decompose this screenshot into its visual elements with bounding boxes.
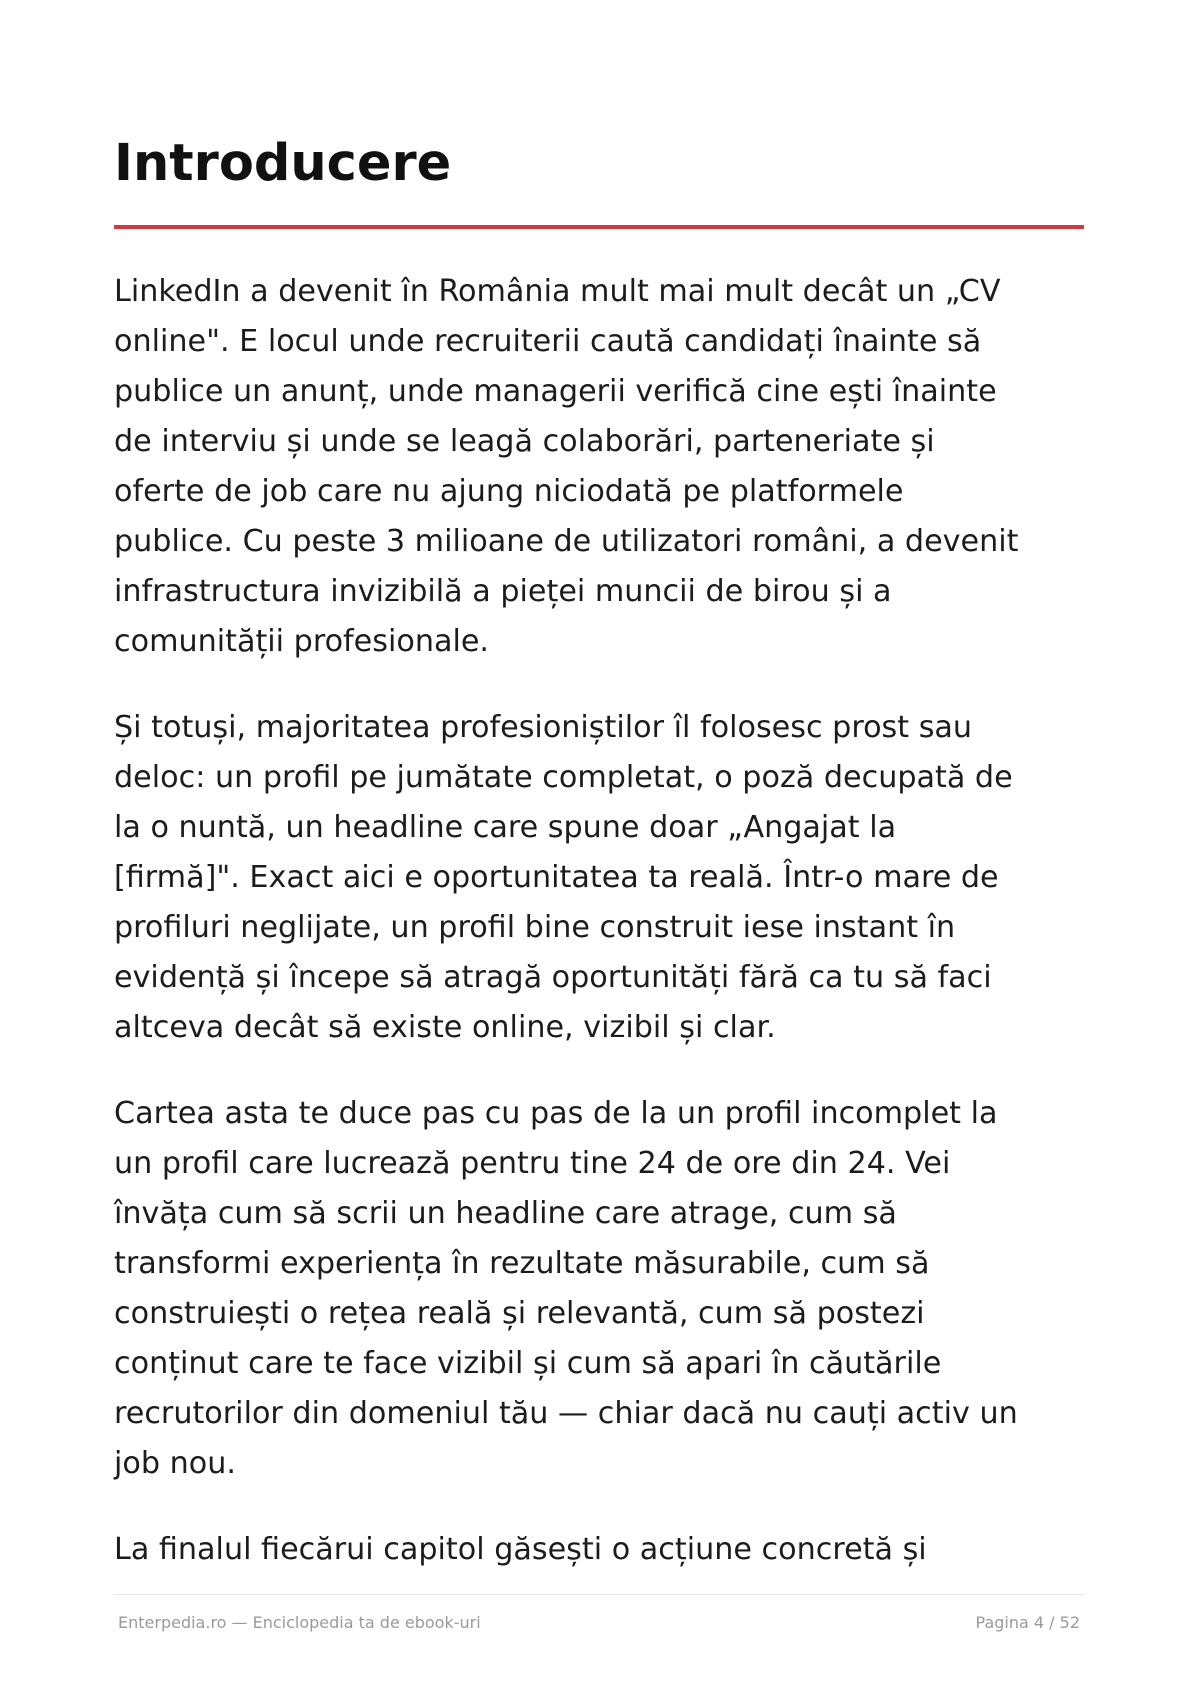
page-title: Introducere <box>114 134 452 193</box>
title-divider <box>114 225 1084 229</box>
paragraph-2: Și totuși, majoritatea profesioniștilor îl folosesc prost sau deloc: un profil pe jumătate completat, o poză decupată de la o nuntă, un headline care spune doar „Angajat la [firmă]". Exact aici e oportunitatea ta reală. Într-o mare de profiluri neglijate, un profil bine construit iese instant în evidență și începe să atragă oportunități fără ca tu să faci altceva decât să existe online, vizibil și clar. <box>114 710 1013 1045</box>
footer-divider <box>114 1594 1084 1595</box>
paragraph-3: Cartea asta te duce pas cu pas de la un profil incomplet la un profil care lucrează pentru tine 24 de ore din 24. Vei învăța cum să scrii un headline care atrage, cum să transformi experiența în rezultate măsurabile, cum să construiești o rețea reală și relevantă, cum să postezi conținut care te face vizibil și cum să apari în căutările recrutorilor din domeniul tău — chiar dacă nu cauți activ un job nou. <box>114 1096 1018 1481</box>
paragraph-4: La finalul fiecărui capitol găsești o acțiune concretă și <box>114 1532 927 1567</box>
body-text <box>114 267 1089 1611</box>
paragraph-1: LinkedIn a devenit în România mult mai mult decât un „CV online". E locul unde recruiterii caută candidați înainte să publice un anunț, unde managerii verifică cine ești înainte de interviu și unde se leagă colaborări, parteneriate și oferte de job care nu ajung niciodată pe platformele publice. Cu peste 3 milioane de utilizatori români, a devenit infrastructura invizibilă a pieței muncii de birou și a comunității profesionale. <box>114 274 1019 659</box>
footer-source: Enterpedia.ro — Enciclopedia ta de ebook-uri <box>118 1613 481 1632</box>
page-number: Pagina 4 / 52 <box>975 1613 1080 1632</box>
